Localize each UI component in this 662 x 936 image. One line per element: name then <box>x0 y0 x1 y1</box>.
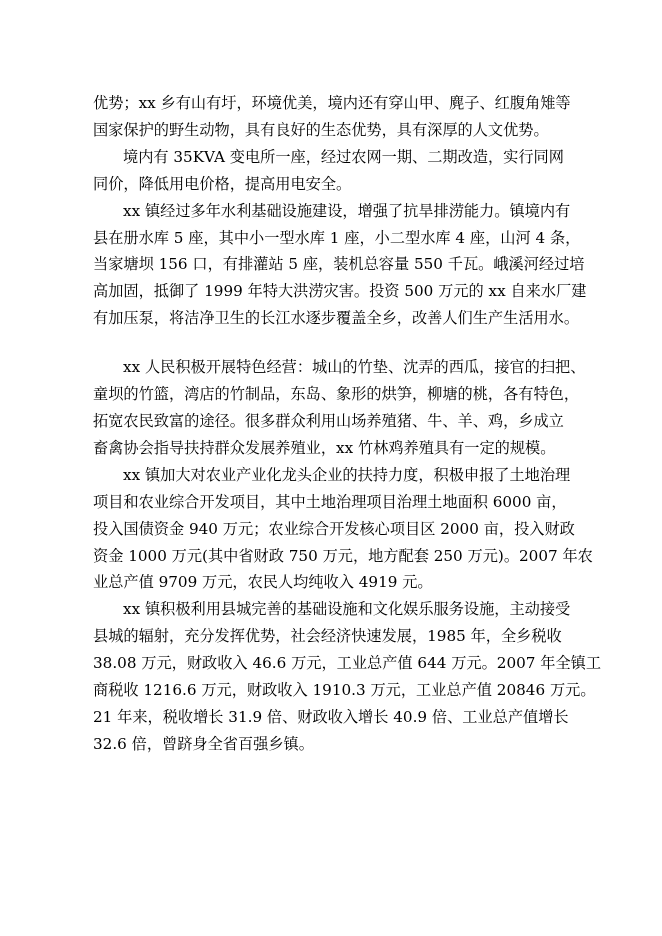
text-line: 县城的辐射，充分发挥优势，社会经济快速发展，1985 年，全乡税收 <box>93 627 562 646</box>
text-line: 业总产值 9709 万元，农民人均纯收入 4919 元。 <box>93 573 433 592</box>
text-line: xx 镇积极利用县城完善的基础设施和文化娱乐服务设施，主动接受 <box>123 600 571 619</box>
paragraph-power-substation <box>93 144 593 198</box>
document-body <box>93 90 602 758</box>
text-line: xx 镇经过多年水利基础设施建设，增强了抗旱排涝能力。镇境内有 <box>123 201 571 220</box>
text-line: 童坝的竹篮，湾店的竹制品，东岛、象形的烘笋，柳塘的桃，各有特色， <box>93 385 579 404</box>
text-line: 当家塘坝 156 口，有排灌站 5 座，装机总容量 550 千瓦。峨溪河经过培 <box>93 255 585 274</box>
text-line: 畜禽协会指导扶持群众发展养殖业，xx 竹林鸡养殖具有一定的规模。 <box>93 438 556 457</box>
paragraph-gap <box>93 332 593 354</box>
text-line: 38.08 万元，财政收入 46.6 万元，工业总产值 644 万元。2007 年全镇工 <box>93 654 602 673</box>
paragraph-natural-advantages <box>93 90 593 144</box>
text-line: 县在册水库 5 座，其中小一型水库 1 座，小二型水库 4 座，山河 4 条， <box>93 228 581 247</box>
text-line: xx 镇加大对农业产业化龙头企业的扶持力度，积极申报了土地治理 <box>123 465 571 484</box>
paragraph-economic-development <box>93 596 602 757</box>
text-line: 国家保护的野生动物，具有良好的生态优势，具有深厚的人文优势。 <box>93 120 549 139</box>
text-line: 境内有 35KVA 变电所一座，经过农网一期、二期改造，实行同网 <box>123 147 564 166</box>
text-line: 项目和农业综合开发项目，其中土地治理项目治理土地面积 6000 亩， <box>93 492 567 511</box>
text-line: 商税收 1216.6 万元，财政收入 1910.3 万元，工业总产值 20846 万元。 <box>93 681 596 700</box>
paragraph-agriculture-support <box>93 462 593 597</box>
text-line: 32.6 倍，曾跻身全省百强乡镇。 <box>93 734 314 753</box>
text-line: 拓宽农民致富的途径。很多群众利用山场养殖猪、牛、羊、鸡，乡成立 <box>93 411 564 430</box>
paragraph-water-infrastructure <box>93 198 593 333</box>
paragraph-specialty-business <box>93 354 593 462</box>
text-line: 高加固，抵御了 1999 年特大洪涝灾害。投资 500 万元的 xx 自来水厂建 <box>93 282 587 301</box>
text-line: 优势；xx 乡有山有圩，环境优美，境内还有穿山甲、麂子、红腹角雉等 <box>93 94 571 112</box>
text-line: 同价，降低用电价格，提高用电安全。 <box>93 174 352 193</box>
text-line: 资金 1000 万元(其中省财政 750 万元，地方配套 250 万元)。2007 年农 <box>93 546 593 565</box>
text-line: xx 人民积极开展特色经营：城山的竹垫、沈弄的西瓜，接官的扫把、 <box>123 358 586 377</box>
text-line: 21 年来，税收增长 31.9 倍、财政收入增长 40.9 倍、工业总产值增长 <box>93 707 569 726</box>
text-line: 有加压泵，将洁净卫生的长江水逐步覆盖全乡，改善人们生产生活用水。 <box>93 309 579 328</box>
text-line: 投入国债资金 940 万元；农业综合开发核心项目区 2000 亩，投入财政 <box>93 519 575 538</box>
